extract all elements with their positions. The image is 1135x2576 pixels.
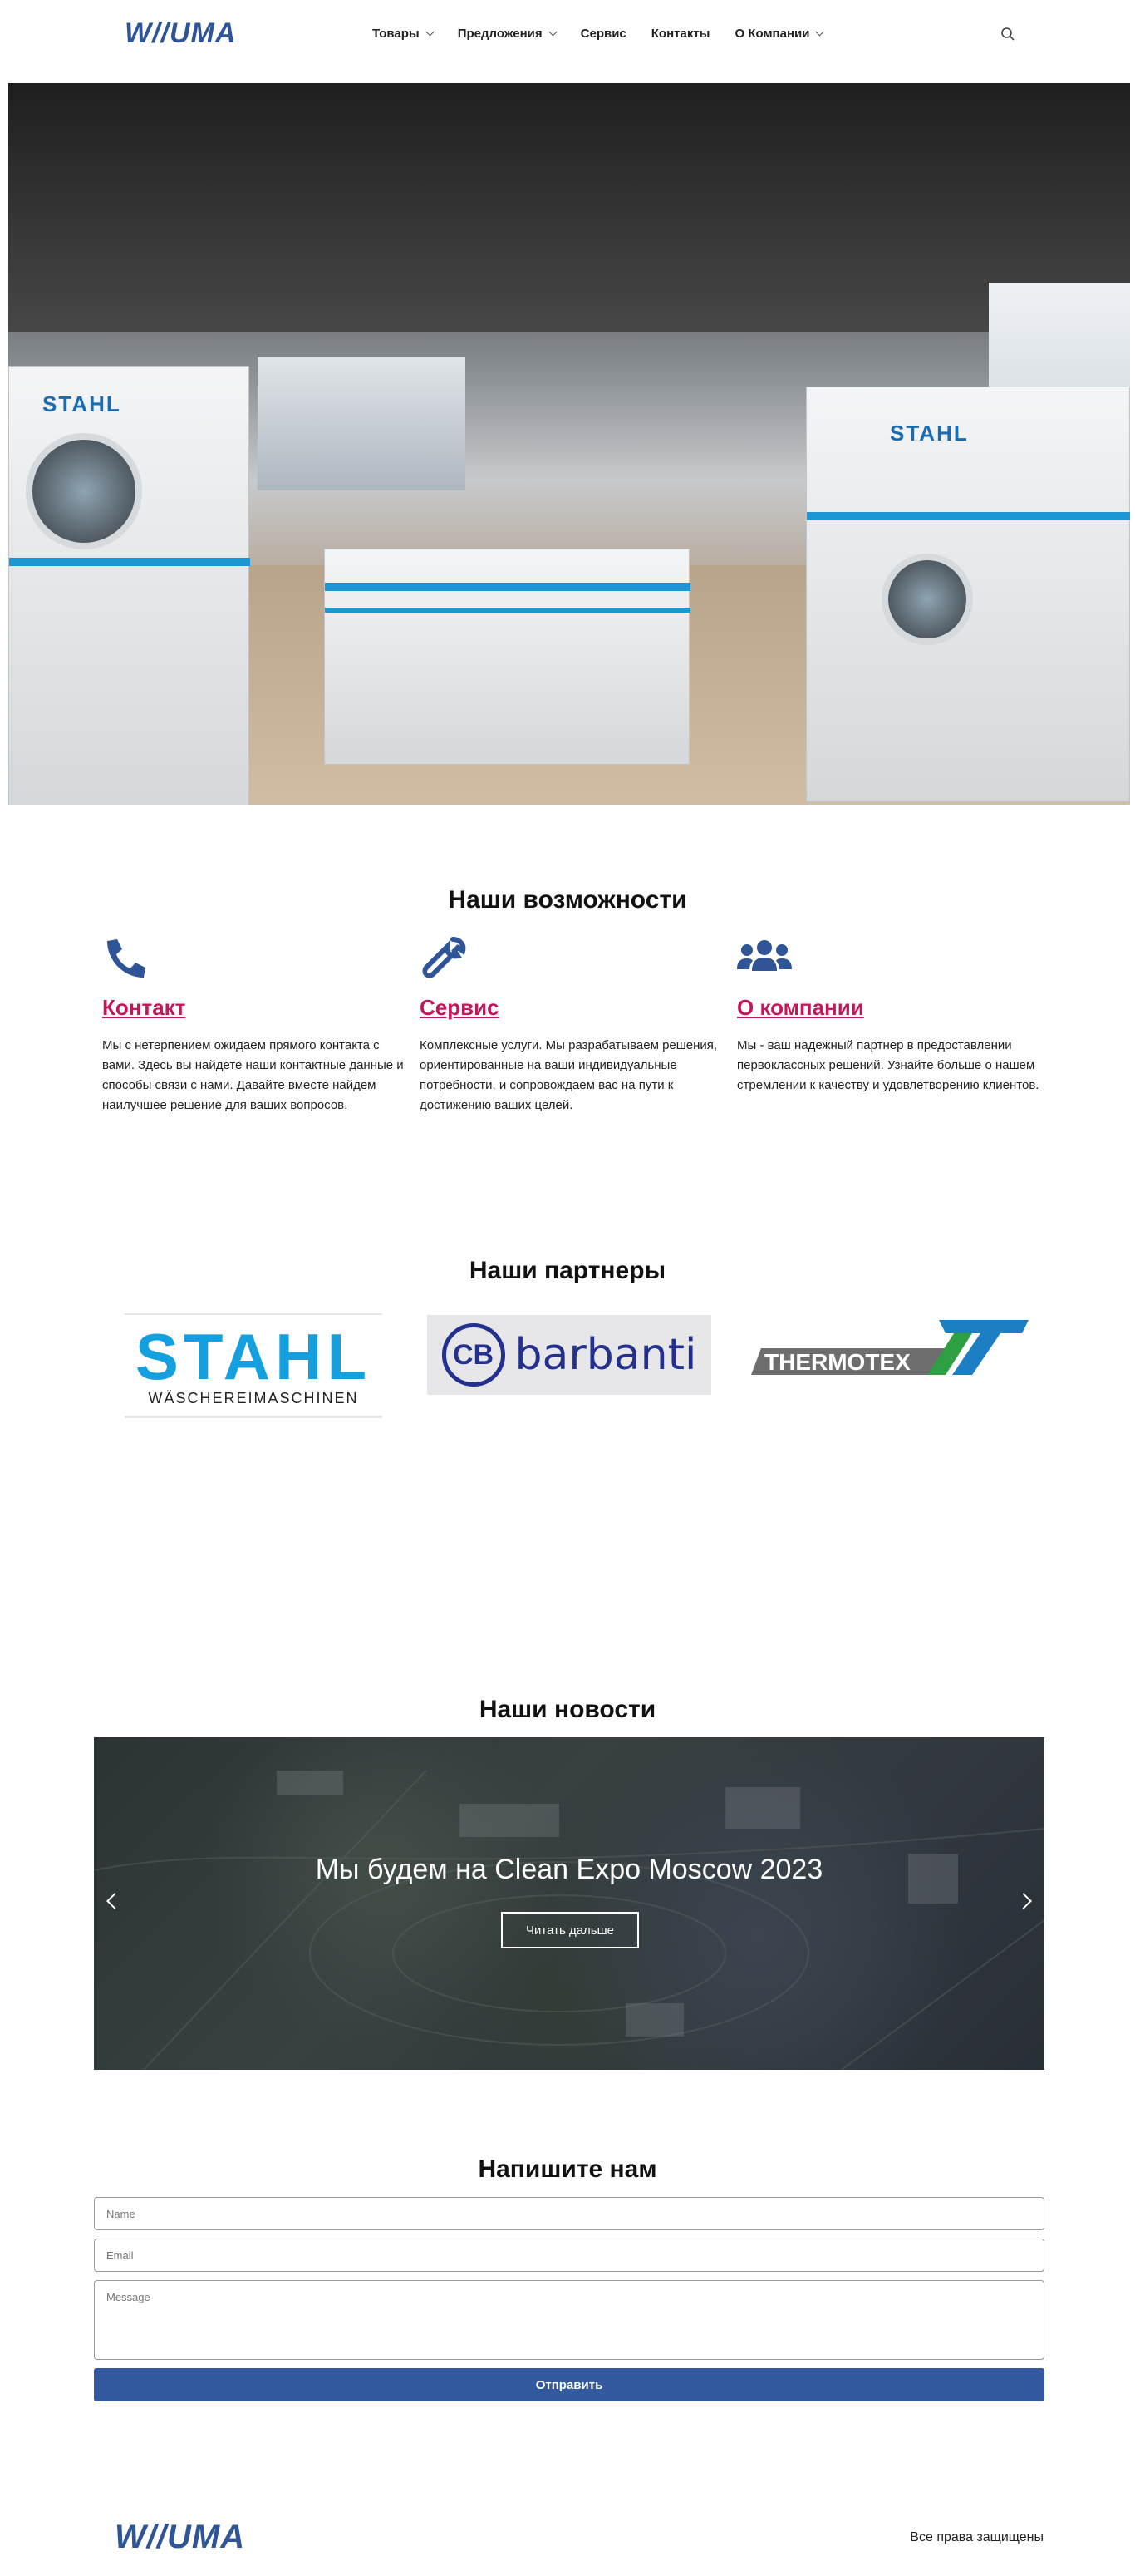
nav-item-contacts[interactable] <box>651 27 710 41</box>
stahl-subtitle: WÄSCHEREIMASCHINEN <box>148 1390 359 1406</box>
partner-logo-barbanti[interactable] <box>427 1315 711 1395</box>
hero-ceiling <box>8 83 1130 332</box>
submit-button[interactable]: Отправить <box>94 2368 1044 2401</box>
footer-rights: Все права защищены <box>910 2530 1044 2544</box>
capability-title-link[interactable]: Контакт <box>102 995 186 1020</box>
nav-label: О Компании <box>735 27 810 41</box>
message-field[interactable] <box>94 2280 1044 2360</box>
capability-title-link[interactable]: О компании <box>737 995 864 1020</box>
hero-machine-center <box>324 549 690 765</box>
machine-brand-label: STAHL <box>42 392 121 416</box>
site-header <box>0 0 1135 75</box>
hero-image <box>8 83 1130 805</box>
capability-service <box>420 936 727 1116</box>
nav-item-service[interactable] <box>581 27 626 41</box>
machine-stripe <box>9 558 250 566</box>
capability-title-link[interactable]: Сервис <box>420 995 499 1020</box>
partner-logo-thermotex[interactable] <box>746 1315 1029 1395</box>
machine-porthole <box>26 433 142 549</box>
chevron-down-icon <box>816 28 824 37</box>
news-headline: Мы будем на Clean Expo Moscow 2023 <box>315 1854 823 1885</box>
read-more-button[interactable]: Читать дальше <box>501 1912 639 1948</box>
machine-stripe <box>807 512 1130 520</box>
thermotex-wordmark: THERMOTEX <box>764 1349 911 1375</box>
site-logo[interactable] <box>125 18 236 48</box>
phone-icon <box>102 936 149 979</box>
chevron-down-icon <box>548 28 557 37</box>
main-nav <box>372 27 823 41</box>
machine-stripe <box>325 583 690 591</box>
contact-form-title: Напишите нам <box>478 2155 657 2183</box>
news-title: Наши новости <box>479 1696 656 1723</box>
capability-text: Комплексные услуги. Мы разрабатываем решения, ориентированные на ваши индивидуальные потребности, и сопровождаем вас на пути к достижению ваших целей. <box>420 1038 718 1112</box>
users-icon <box>737 936 792 979</box>
hero-window <box>258 357 465 490</box>
nav-label: Предложения <box>457 27 543 41</box>
nav-label: Товары <box>372 27 420 41</box>
name-field[interactable] <box>94 2197 1044 2230</box>
email-field[interactable] <box>94 2239 1044 2272</box>
nav-item-about[interactable] <box>735 27 823 41</box>
nav-label: Контакты <box>651 27 710 41</box>
machine-porthole <box>882 554 973 645</box>
capability-text: Мы с нетерпением ожидаем прямого контакта с вами. Здесь вы найдете наши контактные данные и способы связи с нами. Давайте вместе найдем наилучшее решение для ваших вопросов. <box>102 1038 404 1112</box>
news-overlay <box>94 1737 1044 2070</box>
search-icon[interactable] <box>1000 27 1015 42</box>
barbanti-monogram: CB <box>442 1323 505 1387</box>
nav-item-products[interactable] <box>372 27 433 41</box>
footer-logo-text: W//UMA <box>115 2519 246 2555</box>
stahl-wordmark: STAHL <box>135 1320 372 1393</box>
barbanti-wordmark: barbanti <box>514 1330 697 1380</box>
capability-contact <box>102 936 410 1116</box>
machine-stripe <box>325 608 690 613</box>
thermotex-logo-graphic <box>746 1315 1029 1395</box>
hero-machine-right <box>806 387 1130 802</box>
news-carousel <box>94 1737 1044 2070</box>
capability-about <box>737 936 1044 1096</box>
partner-logo-stahl[interactable] <box>125 1313 382 1418</box>
chevron-down-icon <box>425 28 434 37</box>
partners-title: Наши партнеры <box>469 1257 666 1284</box>
nav-item-offers[interactable] <box>458 27 556 41</box>
capability-text: Мы - ваш надежный партнер в предоставлении первоклассных решений. Узнайте больше о нашем стремлении к качеству и удовлетворению клиентов. <box>737 1038 1039 1092</box>
logo-text: W//UMA <box>125 17 237 49</box>
footer-logo[interactable] <box>115 2519 245 2556</box>
capabilities-title: Наши возможности <box>448 886 687 914</box>
machine-brand-label: STAHL <box>890 421 969 446</box>
hero-machine-left <box>8 366 249 805</box>
nav-label: Сервис <box>580 27 626 41</box>
wrench-icon <box>420 936 466 979</box>
